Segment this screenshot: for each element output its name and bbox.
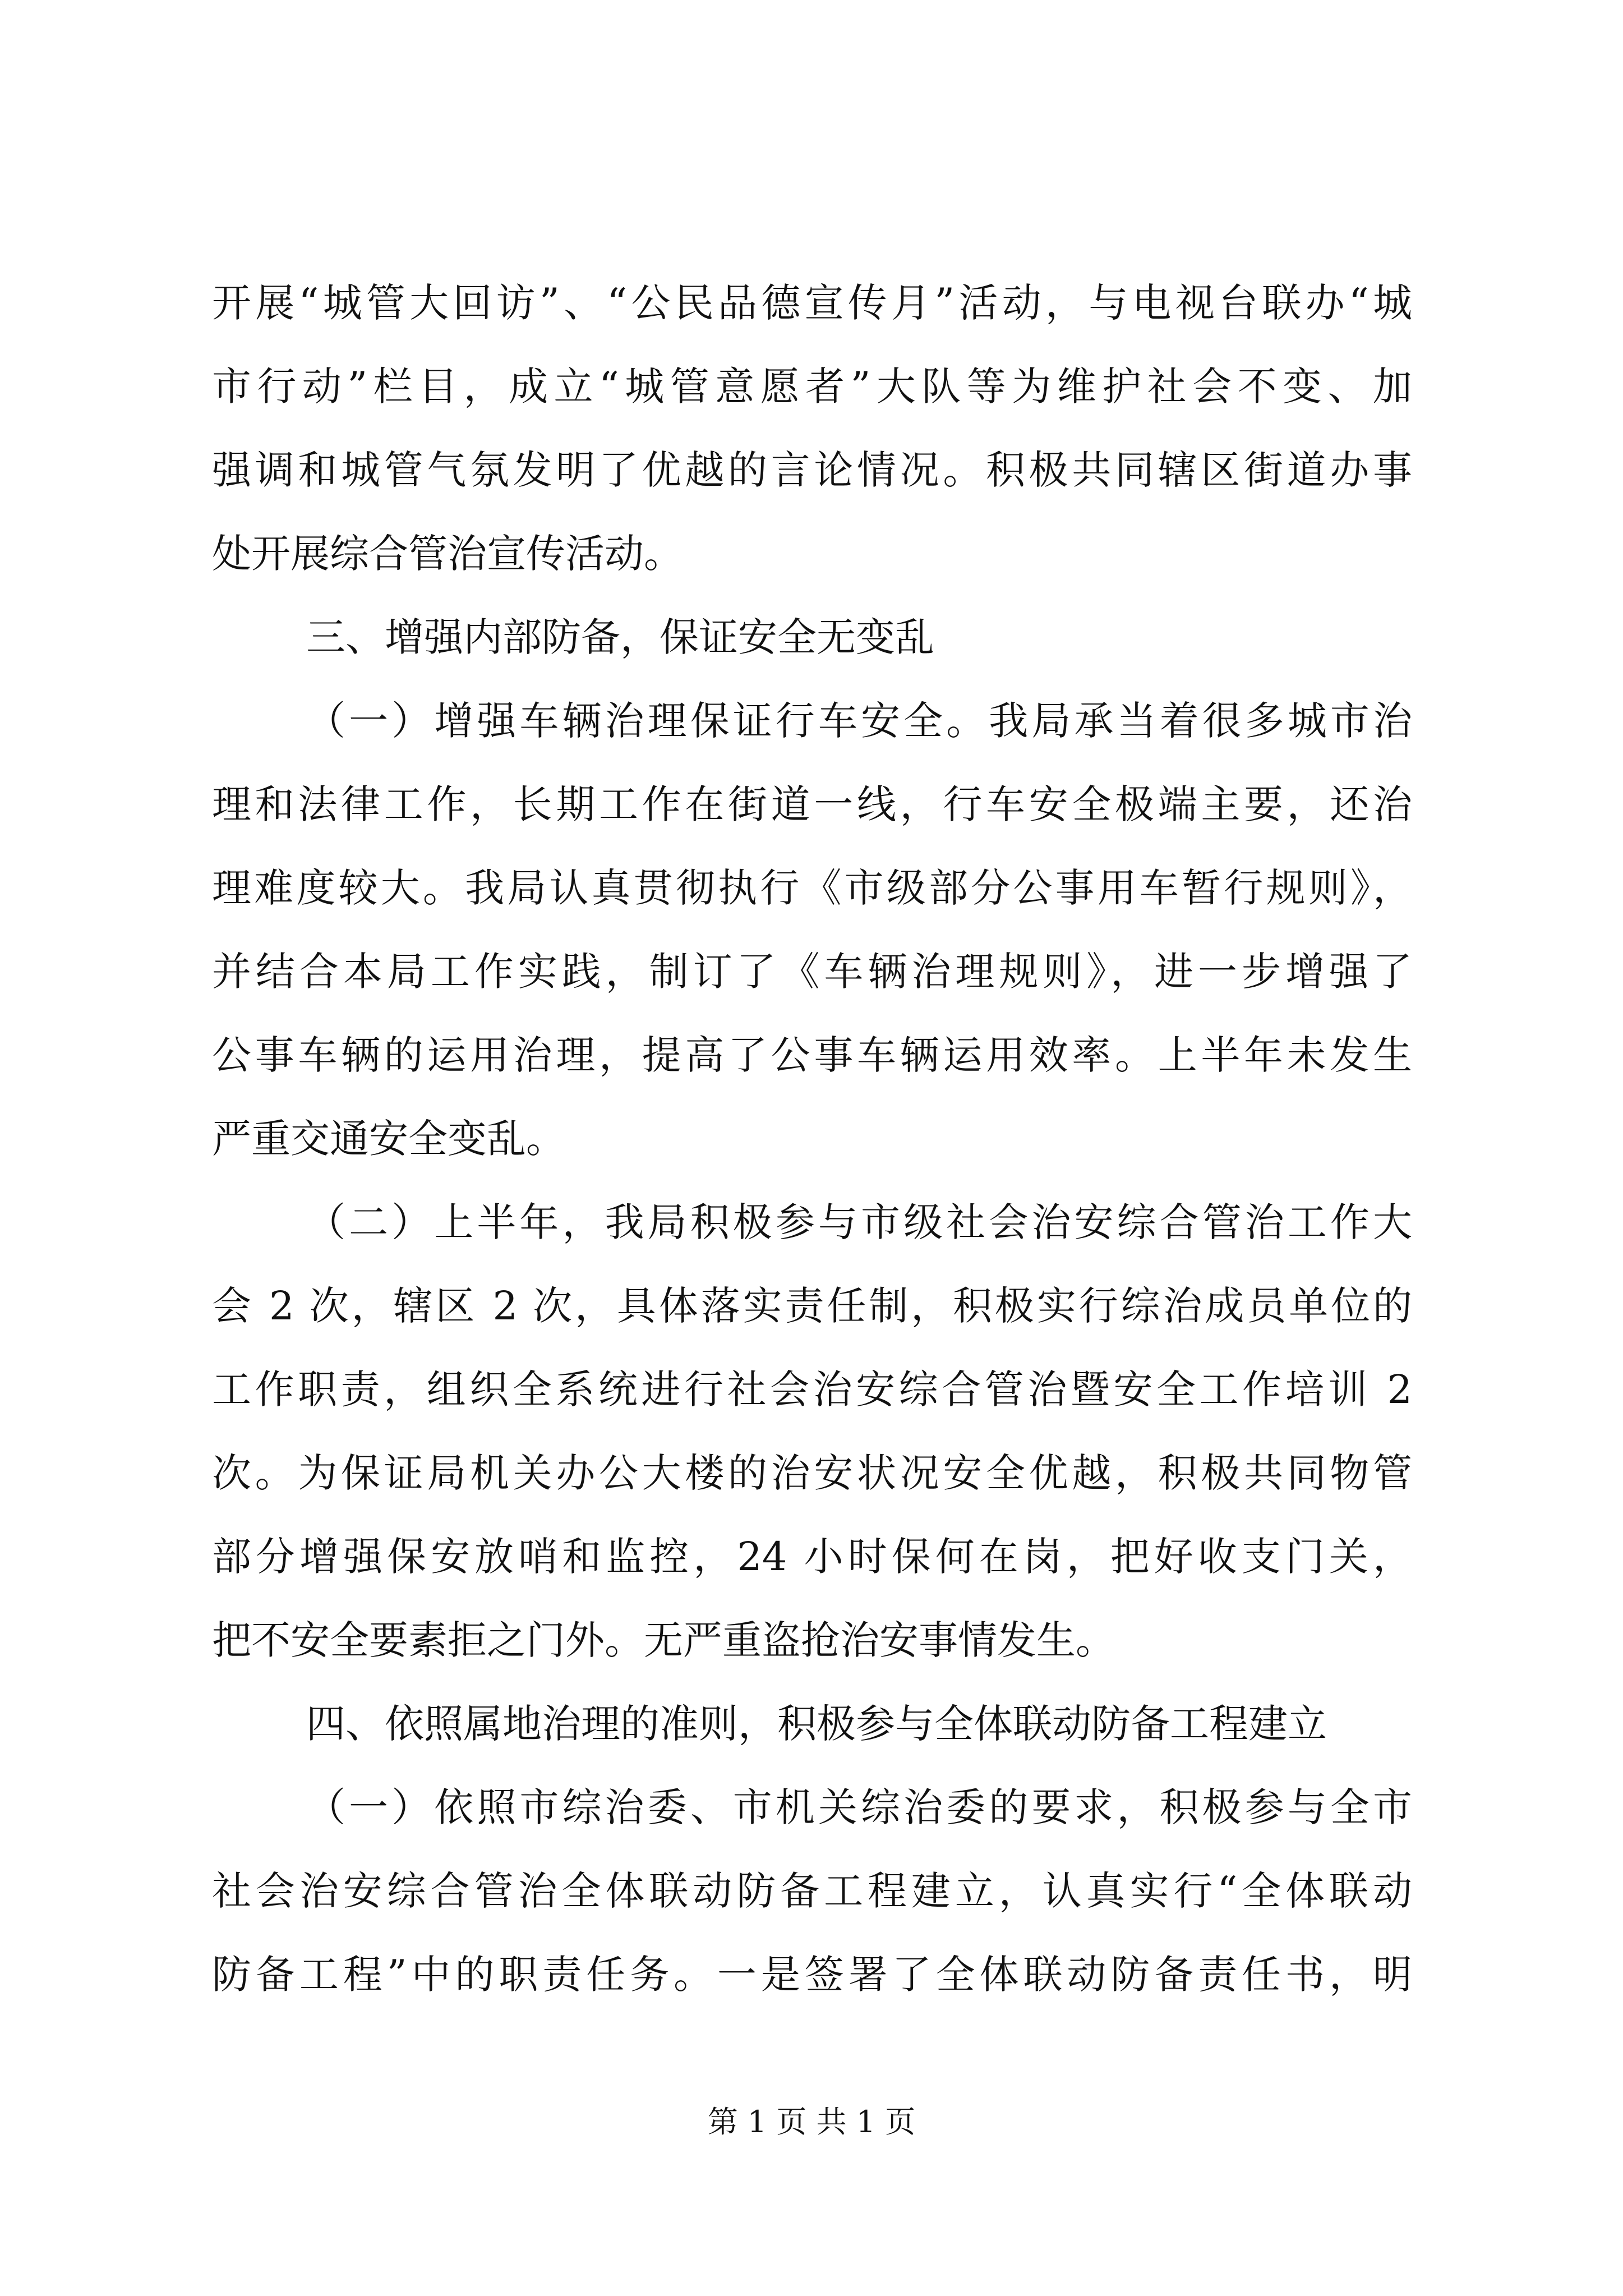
paragraph-line: 会 2 次，辖区 2 次，具体落实责任制，积极实行综治成员单位的 bbox=[212, 1283, 1412, 1329]
page-footer: 第 1 页 共 1 页 bbox=[707, 2104, 916, 2139]
paragraph-line: 开展“城管大回访”、“公民品德宣传月”活动，与电视台联办“城 bbox=[212, 280, 1412, 326]
paragraph-line: （一）增强车辆治理保证行车安全。我局承当着很多城市治 bbox=[306, 698, 1412, 744]
section-heading: 四、依照属地治理的准则，积极参与全体联动防备工程建立 bbox=[306, 1701, 1327, 1747]
paragraph-line: （一）依照市综治委、市机关综治委的要求，积极参与全市 bbox=[306, 1784, 1412, 1830]
paragraph-line: 社会治安综合管治全体联动防备工程建立，认真实行“全体联动 bbox=[212, 1868, 1412, 1914]
paragraph-line: 严重交通安全变乱。 bbox=[212, 1116, 565, 1162]
paragraph-line: 理和法律工作，长期工作在街道一线，行车安全极端主要，还治 bbox=[212, 781, 1412, 827]
paragraph-line: 并结合本局工作实践，制订了《车辆治理规则》，进一步增强了 bbox=[212, 949, 1412, 995]
section-heading: 三、增强内部防备，保证安全无变乱 bbox=[306, 614, 934, 660]
paragraph-line: 防备工程”中的职责任务。一是签署了全体联动防备责任书，明 bbox=[212, 1952, 1412, 1998]
paragraph-line: 公事车辆的运用治理，提高了公事车辆运用效率。上半年未发生 bbox=[212, 1032, 1412, 1078]
paragraph-line: 把不安全要素拒之门外。无严重盗抢治安事情发生。 bbox=[212, 1617, 1115, 1663]
paragraph-line: 市行动”栏目，成立“城管意愿者”大队等为维护社会不变、加 bbox=[212, 364, 1412, 409]
paragraph-line: 强调和城管气氛发明了优越的言论情况。积极共同辖区街道办事 bbox=[212, 447, 1412, 493]
paragraph-line: 部分增强保安放哨和监控，24 小时保何在岗，把好收支门关， bbox=[212, 1534, 1412, 1580]
paragraph-line: 次。为保证局机关办公大楼的治安状况安全优越，积极共同物管 bbox=[212, 1450, 1412, 1496]
paragraph-line: （二）上半年，我局积极参与市级社会治安综合管治工作大 bbox=[306, 1199, 1412, 1245]
paragraph-line: 工作职责，组织全系统进行社会治安综合管治暨安全工作培训 2 bbox=[212, 1366, 1412, 1412]
document-body bbox=[212, 261, 1412, 2017]
paragraph-line: 处开展综合管治宣传活动。 bbox=[212, 531, 683, 577]
paragraph-line: 理难度较大。我局认真贯彻执行《市级部分公事用车暂行规则》， bbox=[212, 865, 1412, 911]
